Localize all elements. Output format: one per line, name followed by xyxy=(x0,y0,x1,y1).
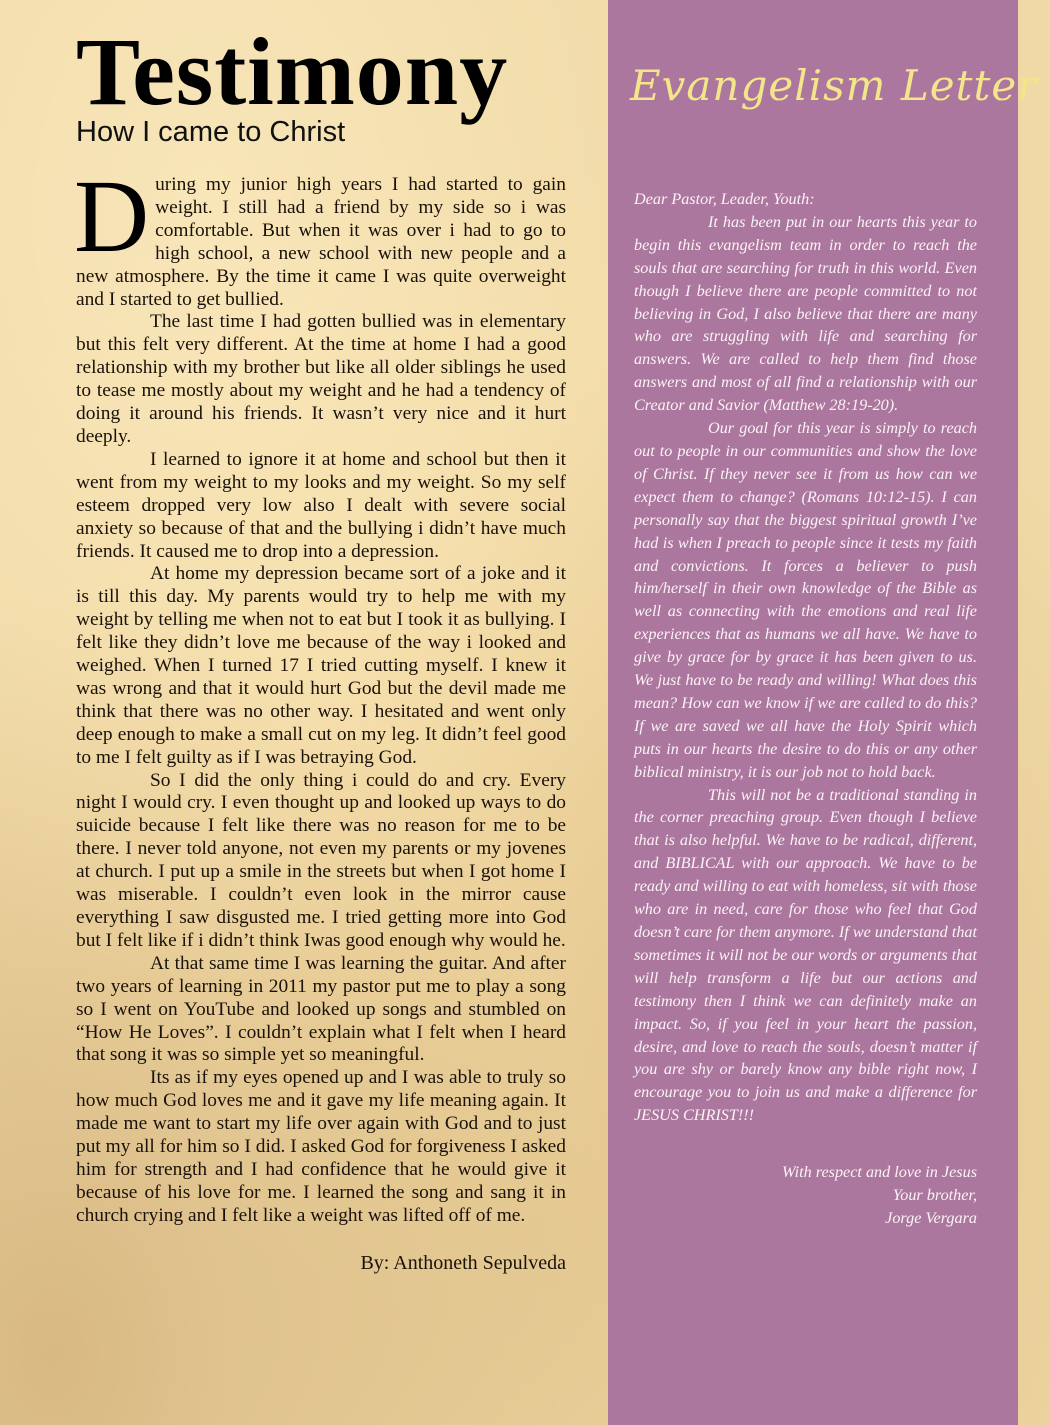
article-body xyxy=(74,159,566,1228)
letter-signoff xyxy=(634,1161,977,1230)
paragraph-3: I learned to ignore it at home and school but then it went from my weight to my looks and my weight. So my self esteem dropped very low also I dealt with severe social anxiety so because of that and the bullying i didn’t have much friends. It caused me to drop into a depression. xyxy=(76,448,566,562)
letter-title: Evangelism Letter xyxy=(630,61,1039,110)
signoff-name: Jorge Vergara xyxy=(885,1209,977,1228)
paragraph-2: The last time I had gotten bullied was in elementary but this felt very different. At the time at home I had a good relationship with my brother but like all older siblings he used to tease me mostly about my weight and he had a tendency of doing it around his friends. It wasn’t very nice and it hurt deeply. xyxy=(76,311,566,447)
article-title: Testimony xyxy=(76,18,509,125)
letter-paragraph-1: It has been put in our hearts this year to begin this evangelism team in order to reach the souls that are searching for truth in this world. Even though I believe there are people committed to not believing in God, I also believe that there are many who are struggling with life and searching for answers. We are called to help them find those answers and most of all find a relationship with our Creator and Savior (Matthew 28:19-20). xyxy=(634,212,977,415)
signoff-line-2: Your brother, xyxy=(892,1186,977,1205)
letter-body xyxy=(634,188,977,1230)
letter-paragraph-2: Our goal for this year is simply to reach out to people in our communities and show the love of Christ. If they never see it from us how can we expect them to change? (Romans 10:12-15). I can personally say that the biggest spiritual growth I’ve had is when I preach to people since it tests my faith and convictions. It forces a believer to push him/herself in their own knowledge of the Bible as well as connecting with the emotions and real life experiences that as humans we all have. We have to give by grace for by grace it has been given to us. We just have to be ready and willing! What does this mean? How can we know if we are called to do this? If we are saved we all have the Holy Spirit which puts in our hearts the desire to do this or any other biblical ministry, it is our job not to hold back. xyxy=(634,419,977,781)
paragraph-5: So I did the only thing i could do and cry. Every night I would cry. I even thought up and looked up ways to do suicide because I felt like there was no reason for me to be there. I never told anyone, not even my parents or my jovenes at church. I put up a smile in the streets but when I got home I was miserable. I couldn’t even look in the mirror cause everything I saw disgusted me. I tried getting more into God but I felt like if i didn’t think Iwas good enough why would he. xyxy=(76,769,566,951)
letter-salutation: Dear Pastor, Leader, Youth: xyxy=(634,190,815,208)
signoff-line-1: With respect and love in Jesus xyxy=(782,1163,977,1182)
paragraph-4: At home my depression became sort of a joke and it is till this day. My parents would try to help me with my weight by telling me when not to eat but I took it as bullying. I felt like they didn’t love me because of the way i looked and weighed. When I turned 17 I tried cutting myself. I knew it was wrong and that it would hurt God but the devil made me think that there was no other way. I hesitated and went only deep enough to make a small cut on my leg. It didn’t feel good to me I felt guilty as if I was betraying God. xyxy=(76,563,566,768)
drop-cap: D xyxy=(74,159,150,274)
letter-paragraph-3: This will not be a traditional standing in the corner preaching group. Even though I believe that is also helpful. We have to be radical, different, and BIBLICAL with our approach. We have to be ready and willing to eat with homeless, sit with those who are in need, care for those who feel that God doesn’t care for them anymore. If we understand that sometimes it will not be our words or arguments that will help transform a life but our actions and testimony then I think we can definitely make an impact. So, if you feel in your heart the passion, desire, and love to reach the souls, doesn’t matter if you are shy or barely know any bible right now, I encourage you to join us and make a difference for JESUS CHRIST!!! xyxy=(634,785,977,1125)
paragraph-7: Its as if my eyes opened up and I was able to truly so how much God loves me and it gave my life meaning again. It made me want to start my life over again with God and to just put my all for him so I did. I asked God for forgiveness I asked him for strength and I had confidence that he would give it because of his love for me. I learned the song and sang it in church crying and I felt like a weight was lifted off of me. xyxy=(76,1067,566,1226)
article-subtitle: How I came to Christ xyxy=(76,116,346,148)
article-byline: By: Anthoneth Sepulveda xyxy=(360,1251,566,1274)
evangelism-letter-panel xyxy=(608,0,1039,1425)
paragraph-1: During my junior high years I had started to gain weight. I still had a friend by my side so i was comfortable. But when it was over i had to go to high school, a new school with new people and a new atmosphere. By the time it came I was quite overweight and I started to get bullied. xyxy=(74,159,566,310)
testimony-article xyxy=(74,18,566,1275)
paragraph-6: At that same time I was learning the guitar. And after two years of learning in 2011 my pastor put me to play a song so I went on YouTube and looked up songs and stumbled on “How He Loves”. I couldn’t explain what I felt when I heard that song it was so simple yet so meaningful. xyxy=(76,952,566,1066)
